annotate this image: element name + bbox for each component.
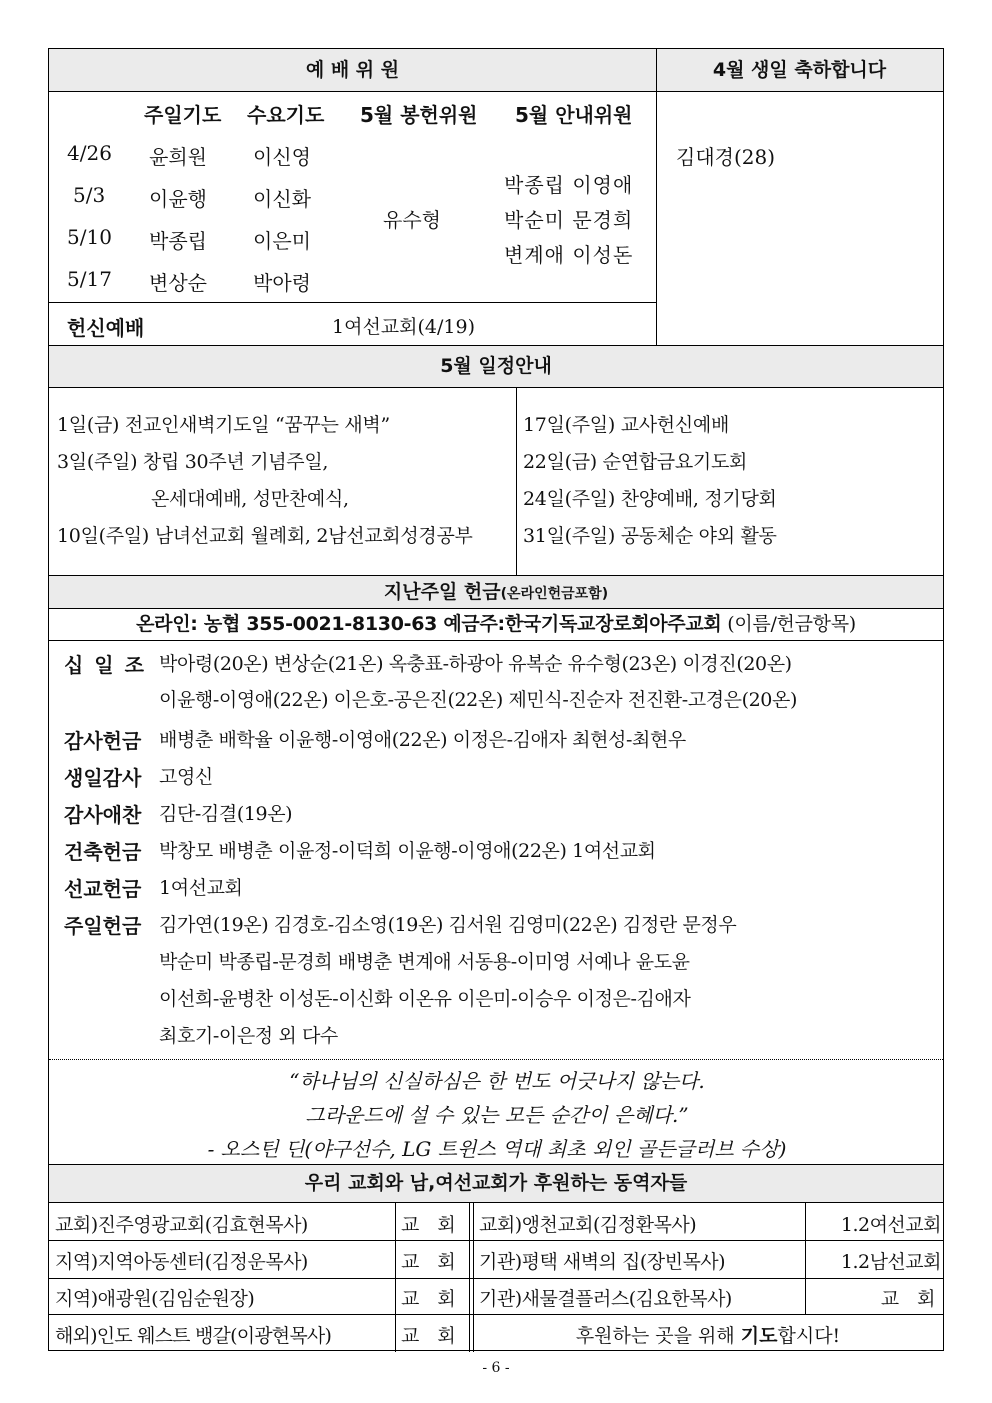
row-sunday-prayer: 윤희원 bbox=[149, 145, 207, 169]
offering-header bbox=[49, 576, 943, 608]
divider bbox=[469, 1202, 470, 1352]
dotted-divider bbox=[49, 1059, 943, 1060]
category-names: 김가연(19온) 김경호-김소영(19온) 김서원 김영미(22온) 김정란 문정우 bbox=[159, 914, 737, 936]
usher-line: 박순미 문경희 bbox=[504, 208, 634, 232]
divider bbox=[395, 1202, 396, 1352]
support-closing-pre: 후원하는 곳을 위해 bbox=[575, 1325, 741, 1347]
category-names: 박창모 배병춘 이윤정-이덕희 이윤행-이영애(22온) 1여선교회 bbox=[159, 840, 656, 862]
category-label: 생일감사 bbox=[64, 766, 142, 790]
row-wednesday-prayer: 이신영 bbox=[253, 145, 311, 169]
quote-attribution: - 오스틴 딘(야구선수, LG 트윈스 역대 최초 외인 골든글러브 수상) bbox=[207, 1137, 787, 1161]
divider bbox=[49, 387, 943, 388]
category-label: 선교헌금 bbox=[64, 877, 142, 901]
col-wednesday-prayer: 수요기도 bbox=[247, 103, 325, 127]
schedule-item: 1일(금) 전교인새벽기도일 “꿈꾸는 새벽” bbox=[57, 414, 390, 436]
offering-title: 지난주일 헌금 bbox=[383, 581, 501, 603]
category-names: 김단-김결(19온) bbox=[159, 803, 293, 825]
schedule-item: 31일(주일) 공동체순 야외 활동 bbox=[523, 525, 777, 547]
schedule-item: 17일(주일) 교사헌신예배 bbox=[523, 414, 730, 436]
divider bbox=[49, 1202, 943, 1203]
bulletin-page bbox=[48, 48, 944, 1351]
row-wednesday-prayer: 박아령 bbox=[253, 271, 311, 295]
birthday-names: 김대경(28) bbox=[676, 145, 776, 169]
support-sponsor: 교 회 bbox=[401, 1325, 456, 1347]
col-usher-committee: 5월 안내위원 bbox=[515, 103, 633, 127]
dedication-label: 헌신예배 bbox=[67, 316, 145, 340]
support-recipient: 기관)새물결플러스(김요한목사) bbox=[479, 1288, 732, 1310]
schedule-item: 온세대예배, 성만찬예식, bbox=[151, 488, 349, 510]
usher-line: 박종립 이영애 bbox=[504, 173, 634, 197]
category-label: 십 일 조 bbox=[64, 653, 146, 677]
support-closing-bold: 기도 bbox=[740, 1325, 778, 1347]
row-sunday-prayer: 이윤행 bbox=[149, 187, 207, 211]
page-number: - 6 - bbox=[482, 1360, 510, 1376]
divider bbox=[49, 1278, 943, 1279]
birthday-title: 4월 생일 축하합니다 bbox=[712, 59, 887, 81]
support-title: 우리 교회와 남,여선교회가 후원하는 동역자들 bbox=[304, 1172, 688, 1194]
online-account-note: (이름/헌금항목) bbox=[727, 613, 856, 635]
support-closing bbox=[473, 1321, 943, 1348]
row-wednesday-prayer: 이은미 bbox=[253, 229, 311, 253]
col-offering-committee: 5월 봉헌위원 bbox=[360, 103, 478, 127]
support-sponsor: 교 회 bbox=[401, 1214, 456, 1236]
category-label: 건축헌금 bbox=[64, 840, 142, 864]
category-names: 1여선교회 bbox=[159, 877, 243, 899]
category-names: 이선희-윤병찬 이성돈-이신화 이온유 이은미-이승우 이정은-김애자 bbox=[159, 988, 691, 1010]
category-names: 박순미 박종립-문경희 배병춘 변계애 서동용-이미영 서예나 윤도윤 bbox=[159, 951, 690, 973]
support-recipient: 기관)평택 새벽의 집(장빈목사) bbox=[479, 1251, 726, 1273]
category-names: 박아령(20온) 변상순(21온) 옥충표-하광아 유복순 유수형(23온) 이경진(20온) bbox=[159, 653, 792, 675]
support-sponsor: 1.2여선교회 bbox=[840, 1214, 941, 1236]
worship-header bbox=[49, 49, 656, 91]
schedule-title: 5월 일정안내 bbox=[440, 355, 552, 377]
schedule-item: 24일(주일) 찬양예배, 정기당회 bbox=[523, 488, 777, 510]
support-recipient: 지역)지역아동센터(김정운목사) bbox=[55, 1251, 308, 1273]
row-wednesday-prayer: 이신화 bbox=[253, 187, 311, 211]
category-names: 최호기-이은정 외 다수 bbox=[159, 1025, 338, 1047]
divider bbox=[49, 1240, 943, 1241]
divider bbox=[49, 640, 943, 641]
quote-line: “하나님의 신실하심은 한 번도 어긋나지 않는다. bbox=[289, 1069, 705, 1093]
row-sunday-prayer: 박종립 bbox=[149, 229, 207, 253]
category-label: 감사헌금 bbox=[64, 729, 142, 753]
support-recipient: 교회)진주영광교회(김효현목사) bbox=[55, 1214, 308, 1236]
divider bbox=[49, 1314, 943, 1315]
category-names: 배병춘 배학율 이윤행-이영애(22온) 이정은-김애자 최현성-최현우 bbox=[159, 729, 686, 751]
support-sponsor: 교 회 bbox=[401, 1251, 456, 1273]
col-sunday-prayer: 주일기도 bbox=[144, 103, 222, 127]
category-label: 감사애찬 bbox=[64, 803, 142, 827]
birthday-header bbox=[656, 49, 943, 91]
category-names: 이윤행-이영애(22온) 이은호-공은진(22온) 제민식-진순자 전진환-고경은(20온) bbox=[159, 689, 797, 711]
row-date: 4/26 bbox=[67, 141, 112, 165]
offering-title-note: (온라인헌금포함) bbox=[500, 586, 609, 602]
schedule-header bbox=[49, 346, 943, 387]
support-recipient: 해외)인도 웨스트 뱅갈(이광현목사) bbox=[55, 1325, 332, 1347]
category-names: 고영신 bbox=[159, 766, 213, 788]
category-label: 주일헌금 bbox=[64, 914, 142, 938]
dedication-value: 1여선교회(4/19) bbox=[332, 316, 475, 338]
schedule-item: 22일(금) 순연합금요기도회 bbox=[523, 451, 748, 473]
online-account bbox=[49, 609, 943, 640]
row-sunday-prayer: 변상순 bbox=[149, 271, 207, 295]
divider bbox=[49, 91, 943, 92]
schedule-item: 3일(주일) 창립 30주년 기념주일, bbox=[57, 451, 329, 473]
support-closing-post: 합시다! bbox=[777, 1325, 841, 1347]
support-recipient: 지역)애광원(김임순원장) bbox=[55, 1288, 255, 1310]
support-header bbox=[49, 1165, 943, 1202]
schedule-item: 10일(주일) 남녀선교회 월례회, 2남선교회성경공부 bbox=[57, 525, 473, 547]
divider bbox=[516, 387, 517, 575]
support-sponsor: 교 회 bbox=[880, 1288, 935, 1310]
support-recipient: 교회)앵천교회(김정환목사) bbox=[479, 1214, 697, 1236]
row-date: 5/10 bbox=[67, 225, 112, 249]
row-date: 5/3 bbox=[73, 183, 106, 207]
quote-line: 그라운드에 설 수 있는 모든 순간이 은혜다.” bbox=[305, 1103, 689, 1127]
worship-title: 예 배 위 원 bbox=[305, 59, 400, 81]
usher-line: 변계애 이성돈 bbox=[504, 243, 634, 267]
support-sponsor: 교 회 bbox=[401, 1288, 456, 1310]
divider bbox=[656, 49, 657, 345]
support-sponsor: 1.2남선교회 bbox=[840, 1251, 941, 1273]
offering-member: 유수형 bbox=[383, 208, 441, 232]
divider bbox=[49, 302, 656, 303]
online-account-main: 온라인: 농협 355-0021-8130-63 예금주:한국기독교장로회아주교회 bbox=[136, 613, 722, 635]
row-date: 5/17 bbox=[67, 267, 112, 291]
divider bbox=[805, 1202, 806, 1314]
